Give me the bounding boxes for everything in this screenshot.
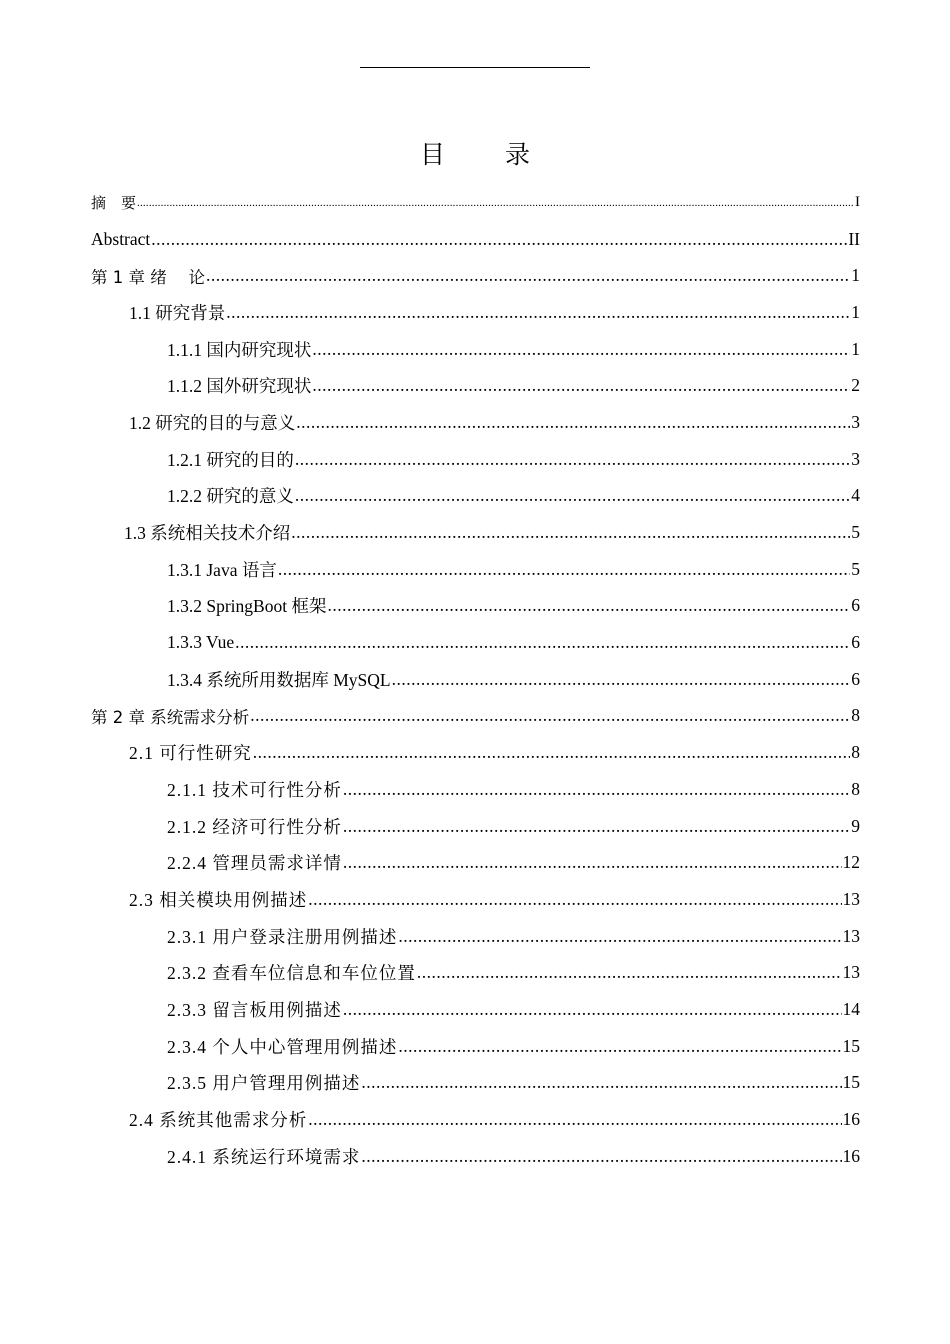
dot-leader [278, 559, 850, 580]
toc-entry-label: 1.3.4 系统所用数据库 MySQL [167, 669, 391, 690]
toc-entry-page: 6 [851, 632, 860, 653]
toc-entry-label: 1.2.2 研究的意义 [167, 486, 294, 507]
dot-leader [206, 265, 850, 286]
toc-entry-2-4-1[interactable] [0, 1138, 950, 1175]
dot-leader [295, 485, 850, 506]
toc-entry-2-1[interactable] [0, 734, 950, 771]
toc-entry-page: 16 [842, 1145, 860, 1166]
dot-leader [417, 962, 842, 983]
dot-leader [226, 302, 850, 323]
toc-entry-page: 1 [851, 265, 860, 286]
toc-entry-1-3-4[interactable] [0, 661, 950, 698]
toc-entry-label: 1.3.2 SpringBoot 框架 [167, 596, 327, 617]
toc-entry-1-1-1[interactable] [0, 331, 950, 368]
dot-leader [343, 779, 850, 800]
toc-entry-2-3-5[interactable] [0, 1065, 950, 1102]
toc-entry-2-3-1[interactable] [0, 918, 950, 955]
toc-entry-page: 6 [851, 595, 860, 616]
toc-entry-label: 2.1.1 技术可行性分析 [167, 779, 342, 800]
toc-entry-1-2-1[interactable] [0, 441, 950, 478]
toc-entry-page: 8 [851, 778, 860, 799]
toc-entry-label: 1.3 系统相关技术介绍 [124, 523, 291, 544]
dot-leader [137, 197, 854, 210]
toc-entry-1-3-2[interactable] [0, 588, 950, 625]
toc-entry-label: 2.4.1 系统运行环境需求 [167, 1146, 361, 1167]
toc-entry-page: 3 [851, 448, 860, 469]
dot-leader [308, 889, 841, 910]
toc-entry-label: 2.1 可行性研究 [129, 743, 252, 764]
toc-entry-label: 1.1.2 国外研究现状 [167, 376, 312, 397]
toc-entry-1-1[interactable] [0, 294, 950, 331]
toc-entry-1-3-1[interactable] [0, 551, 950, 588]
toc-entry-page: 1 [851, 301, 860, 322]
dot-leader [343, 852, 842, 873]
toc-entry-label: 1.3.1 Java 语言 [167, 559, 277, 580]
toc-entry-1-2-2[interactable] [0, 478, 950, 515]
toc-entry-label: 1.1 研究背景 [129, 302, 226, 323]
toc-entry-label: 2.4 系统其他需求分析 [129, 1110, 308, 1131]
dot-leader [343, 999, 842, 1020]
toc-entry-2-3-2[interactable] [0, 954, 950, 991]
dot-leader [398, 1036, 841, 1057]
toc-entry-page: 13 [842, 888, 860, 909]
dot-leader [398, 926, 841, 947]
toc-entry-chapter-1[interactable] [0, 257, 950, 294]
table-of-contents [0, 184, 950, 1175]
toc-entry-2-1-1[interactable] [0, 771, 950, 808]
toc-entry-label: 2.3.3 留言板用例描述 [167, 999, 342, 1020]
toc-entry-label: 2.1.2 经济可行性分析 [167, 816, 342, 837]
toc-entry-page: 3 [851, 411, 860, 432]
toc-entry-2-3-4[interactable] [0, 1028, 950, 1065]
toc-entry-page: 5 [851, 522, 860, 543]
dot-leader [151, 229, 847, 250]
toc-entry-page: 9 [851, 815, 860, 836]
toc-entry-page: 2 [851, 375, 860, 396]
toc-entry-abstract-en[interactable] [0, 221, 950, 258]
toc-entry-label: 2.3.1 用户登录注册用例描述 [167, 926, 398, 947]
toc-entry-label: 2.3 相关模块用例描述 [129, 889, 308, 910]
toc-entry-2-2-4[interactable] [0, 844, 950, 881]
toc-entry-label: Abstract [91, 228, 151, 249]
toc-entry-label: 2.3.2 查看车位信息和车位位置 [167, 963, 416, 984]
toc-entry-page: 8 [851, 705, 860, 726]
toc-entry-page: 16 [842, 1109, 860, 1130]
dot-leader [296, 412, 850, 433]
toc-entry-page: 12 [842, 852, 860, 873]
toc-entry-page: II [848, 228, 860, 249]
toc-entry-label: 2.3.5 用户管理用例描述 [167, 1073, 361, 1094]
toc-entry-2-3-3[interactable] [0, 991, 950, 1028]
dot-leader [312, 339, 850, 360]
toc-entry-label: 1.3.3 Vue [167, 632, 235, 653]
toc-entry-abstract-cn[interactable] [0, 184, 950, 221]
toc-entry-label: 2.3.4 个人中心管理用例描述 [167, 1036, 398, 1057]
dot-leader [291, 522, 850, 543]
toc-title: 目 录 [420, 139, 556, 169]
dot-leader [392, 669, 851, 690]
toc-entry-2-1-2[interactable] [0, 808, 950, 845]
toc-entry-1-2[interactable] [0, 404, 950, 441]
toc-entry-1-1-2[interactable] [0, 367, 950, 404]
dot-leader [308, 1109, 841, 1130]
toc-entry-1-3-3[interactable] [0, 624, 950, 661]
toc-entry-label: 第 2 章 系统需求分析 [91, 707, 250, 727]
dot-leader [343, 816, 850, 837]
toc-entry-page: 1 [851, 338, 860, 359]
toc-entry-label: 1.2 研究的目的与意义 [129, 412, 296, 433]
toc-entry-label: 摘 要 [91, 193, 137, 212]
toc-entry-page: I [855, 193, 860, 210]
toc-entry-label: 2.2.4 管理员需求详情 [167, 853, 342, 874]
toc-entry-page: 15 [842, 1035, 860, 1056]
toc-entry-page: 5 [851, 558, 860, 579]
toc-entry-2-3[interactable] [0, 881, 950, 918]
dot-leader [235, 632, 850, 653]
dot-leader [253, 742, 851, 763]
toc-entry-chapter-2[interactable] [0, 698, 950, 735]
toc-entry-label: 第 1 章 绪 论 [91, 267, 205, 287]
toc-entry-page: 8 [851, 742, 860, 763]
toc-entry-page: 13 [842, 925, 860, 946]
dot-leader [312, 375, 850, 396]
dot-leader [361, 1146, 841, 1167]
toc-entry-page: 6 [851, 668, 860, 689]
dot-leader [327, 595, 850, 616]
dot-leader [295, 449, 850, 470]
header-rule [360, 67, 590, 68]
dot-leader [361, 1072, 841, 1093]
toc-entry-2-4[interactable] [0, 1101, 950, 1138]
toc-entry-1-3[interactable] [0, 514, 950, 551]
toc-entry-page: 15 [842, 1072, 860, 1093]
toc-entry-label: 1.1.1 国内研究现状 [167, 339, 312, 360]
dot-leader [250, 705, 850, 726]
toc-entry-page: 13 [842, 962, 860, 983]
toc-entry-page: 14 [842, 998, 860, 1019]
toc-entry-label: 1.2.1 研究的目的 [167, 449, 294, 470]
toc-entry-page: 4 [851, 485, 860, 506]
